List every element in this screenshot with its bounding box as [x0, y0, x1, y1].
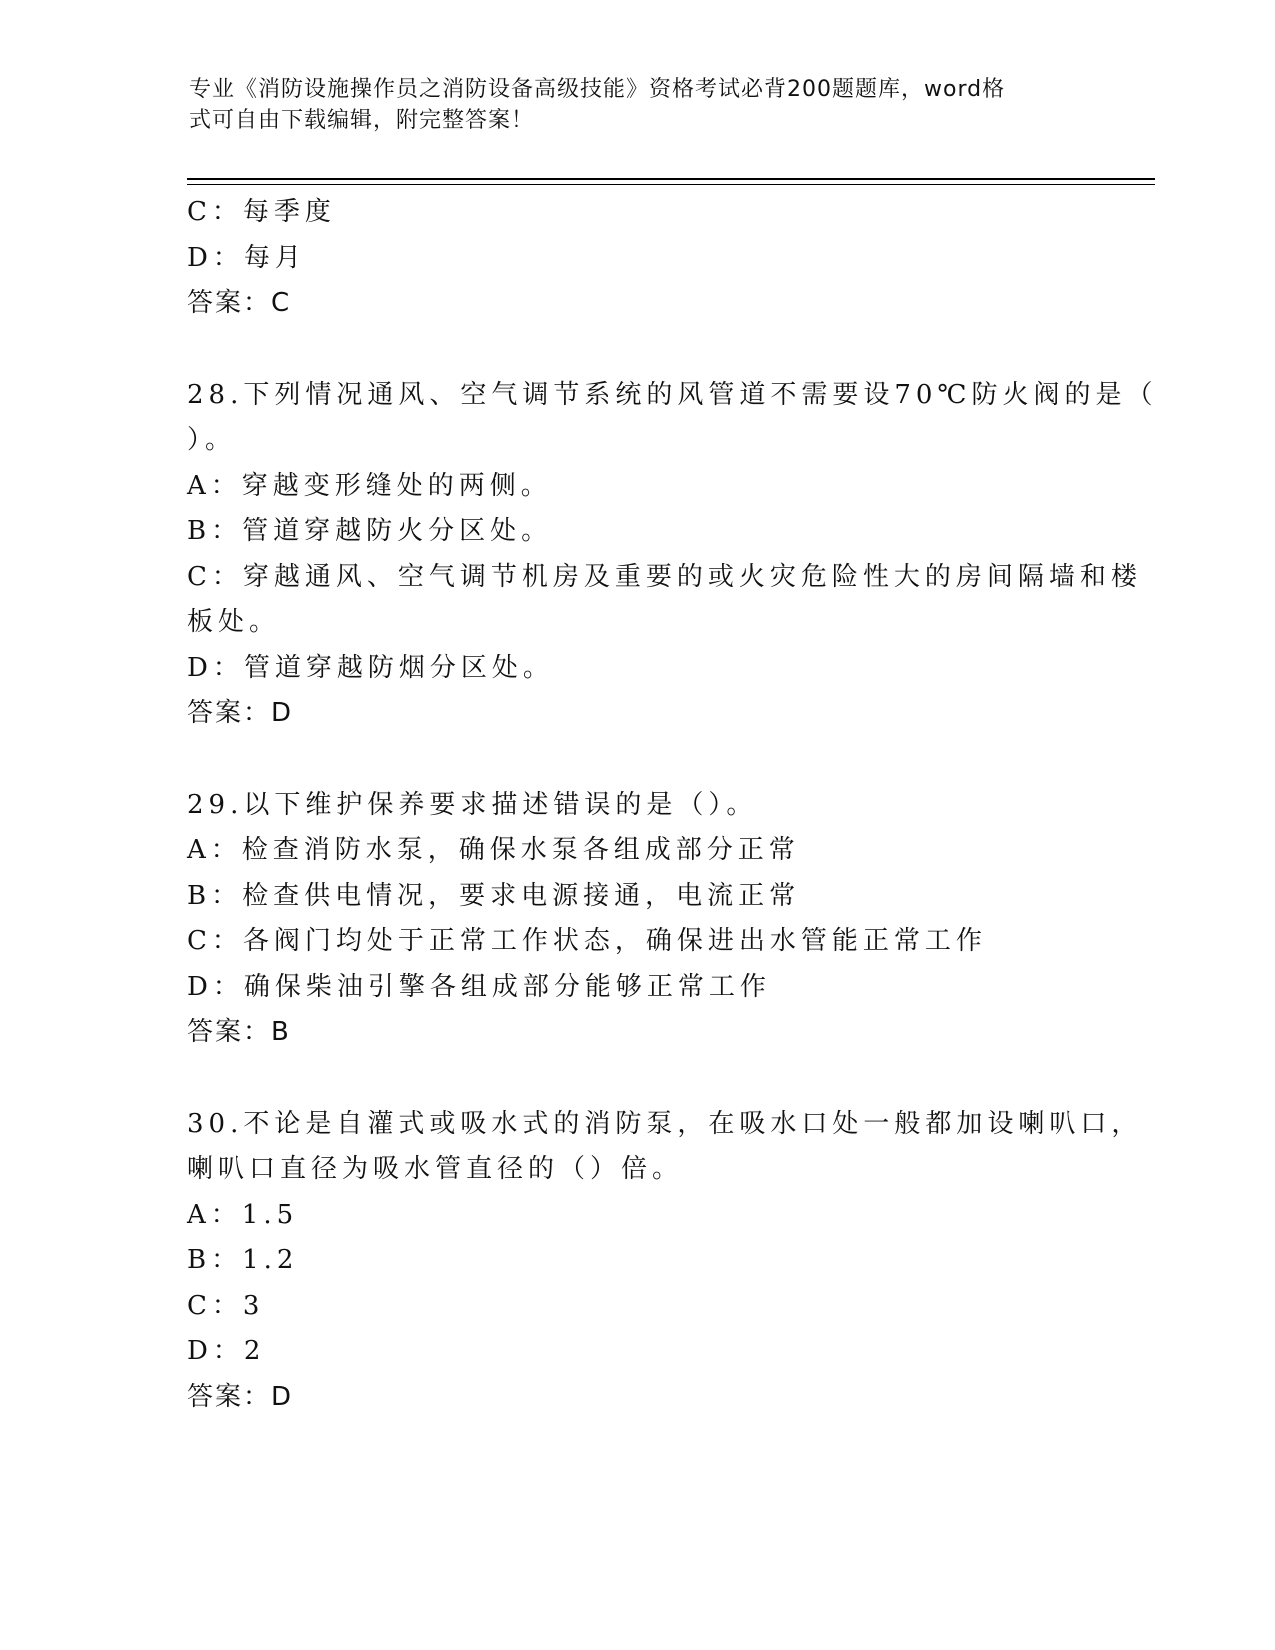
question-27-continued — [187, 190, 1087, 327]
option-c-continued: 板处。 — [187, 607, 281, 637]
option-d: D：确保柴油引擎各组成部分能够正常工作 — [187, 971, 771, 1002]
question-stem-line: 喇叭口直径为吸水管直径的（）倍。 — [187, 1154, 684, 1184]
question-stem-line: ）。 — [187, 425, 237, 455]
option-d: D：每月 — [187, 242, 306, 273]
answer-line: 答案：C — [187, 288, 292, 318]
header-divider-thin — [187, 184, 1155, 185]
document-header — [189, 74, 1069, 136]
answer-line: 答案：D — [187, 1381, 294, 1412]
header-line-2: 式可自由下载编辑，附完整答案！ — [189, 108, 535, 133]
option-d: D：2 — [187, 1336, 266, 1366]
option-b: B：1.2 — [187, 1245, 299, 1275]
option-c: C：穿越通风、空气调节机房及重要的或火灾危险性大的房间隔墙和楼 — [187, 561, 1142, 592]
answer-line: 答案：D — [187, 698, 294, 728]
option-a: A：1.5 — [187, 1199, 299, 1230]
option-b: B：管道穿越防火分区处。 — [187, 516, 553, 546]
header-divider-thick — [187, 178, 1155, 180]
option-b: B：检查供电情况，要求电源接通，电流正常 — [187, 880, 801, 911]
question-28 — [187, 373, 1158, 737]
answer-line: 答案：B — [187, 1017, 291, 1047]
option-c: C：各阀门均处于正常工作状态，确保进出水管能正常工作 — [187, 926, 987, 956]
option-c: C：3 — [187, 1290, 265, 1321]
option-c: C：每季度 — [187, 197, 336, 227]
option-a: A：穿越变形缝处的两侧。 — [187, 470, 552, 501]
document-body — [187, 190, 1158, 1420]
option-d: D：管道穿越防烟分区处。 — [187, 652, 554, 683]
header-line-1: 专业《消防设施操作员之消防设备高级技能》资格考试必背200题题库，word格 — [189, 77, 1006, 102]
option-a: A：检查消防水泵，确保水泵各组成部分正常 — [187, 835, 800, 865]
question-stem-line: 28.下列情况通风、空气调节系统的风管道不需要设70℃防火阀的是（ — [187, 379, 1158, 410]
question-stem-line: 30.不论是自灌式或吸水式的消防泵，在吸水口处一般都加设喇叭口， — [187, 1108, 1143, 1139]
question-29 — [187, 783, 1087, 1056]
question-stem-line: 29.以下维护保养要求描述错误的是（）。 — [187, 789, 758, 820]
question-30 — [187, 1102, 1143, 1421]
